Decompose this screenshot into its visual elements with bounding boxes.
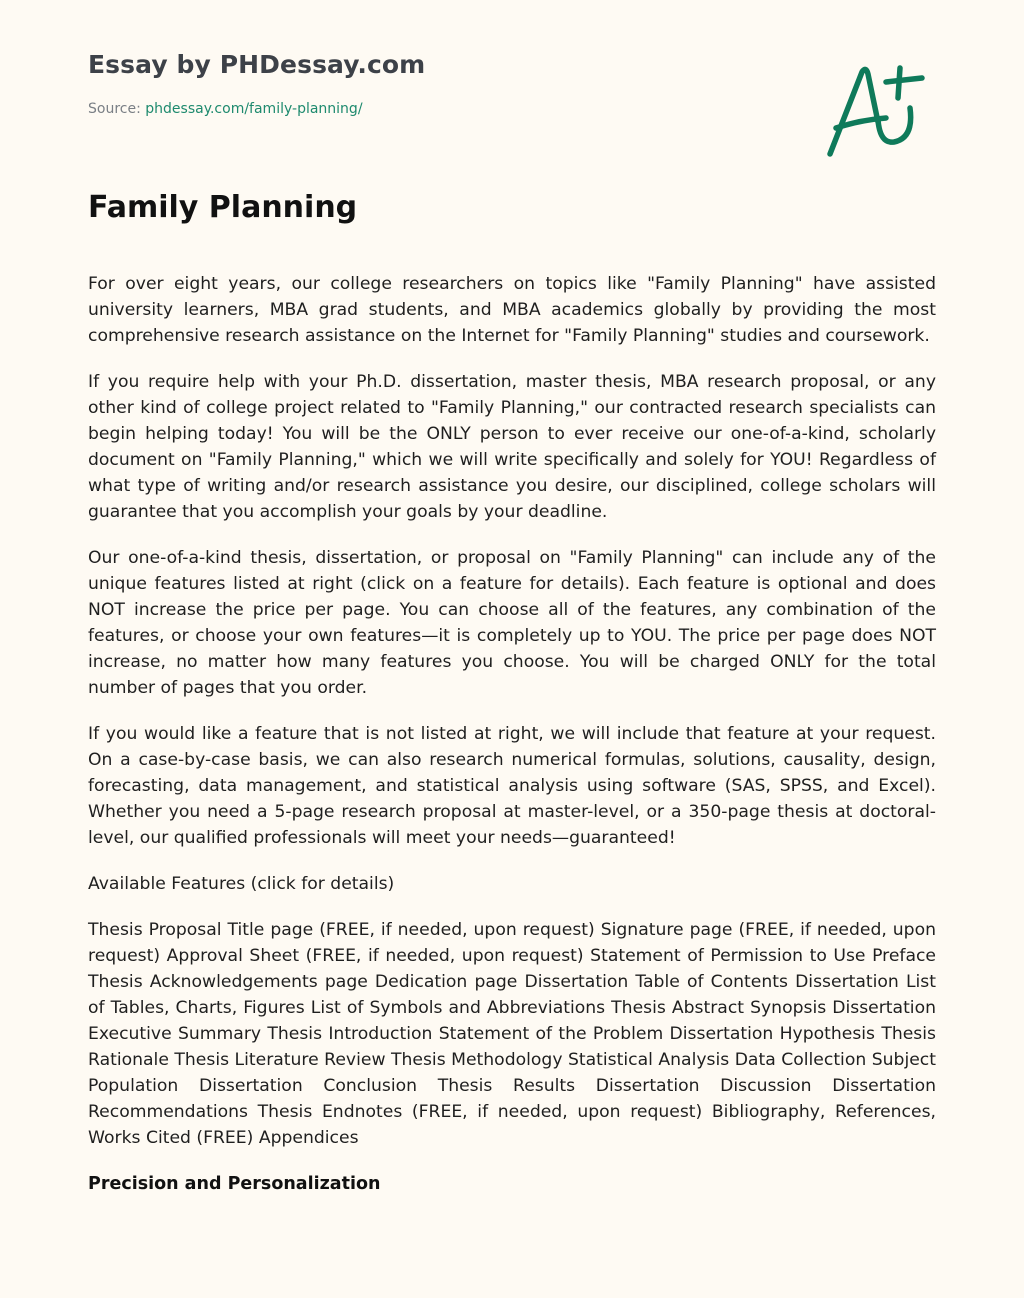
paragraph-custom-request: If you would like a feature that is not listed at right, we will include that feature at your request. On a case-by-case basis, we can also research numerical formulas, solutions, causality, design, forecasting, data management, and statistical analysis using software (SAS, SPSS, and Excel). Whether you need a 5-page research proposal at master-level, or a 350-page thesis at doctoral-level, our qualified professionals will meet your needs—guaranteed!: [88, 724, 936, 848]
page-title: Family Planning: [88, 190, 358, 225]
paragraph-intro: For over eight years, our college researchers on topics like "Family Planning" have assisted university learners, MBA grad students, and MBA academics globally by providing the most comprehensive research assistance on the Internet for "Family Planning" studies and coursework.: [88, 274, 936, 346]
source-line: [88, 101, 363, 117]
source-label: Source:: [88, 101, 146, 117]
source-link[interactable]: phdessay.com/family-planning/: [145, 101, 363, 117]
site-brand: Essay by PHDessay.com: [88, 50, 426, 79]
section-heading: Precision and Personalization: [88, 1174, 381, 1194]
paragraph-help: If you require help with your Ph.D. dissertation, master thesis, MBA research proposal, or any other kind of college project related to "Family Planning," our contracted research specialists can begin helping today! You will be the ONLY person to ever receive our one-of-a-kind, scholarly document on "Family Planning," which we will write specifically and solely for YOU! Regardless of what type of writing and/or research assistance you desire, our disciplined, college scholars will guarantee that you accomplish your goals by your deadline.: [88, 372, 936, 522]
features-heading: Available Features (click for details): [88, 874, 395, 894]
paragraph-features: Our one-of-a-kind thesis, dissertation, or proposal on "Family Planning" can include any of the unique features listed at right (click on a feature for details). Each feature is optional and does NOT increase the price per page. You can choose all of the features, any combination of the features, or choose your own features—it is completely up to YOU. The price per page does NOT increase, no matter how many features you choose. You will be charged ONLY for the total number of pages that you order.: [88, 548, 936, 698]
features-list: Thesis Proposal Title page (FREE, if needed, upon request) Signature page (FREE, if needed, upon request) Approval Sheet (FREE, if needed, upon request) Statement of Permission to Use Preface Thesis Acknowledgements page Dedication page Dissertation Table of Contents Dissertation List of Tables, Charts, Figures List of Symbols and Abbreviations Thesis Abstract Synopsis Dissertation Executive Summary Thesis Introduction Statement of the Problem Dissertation Hypothesis Thesis Rationale Thesis Literature Review Thesis Methodology Statistical Analysis Data Collection Subject Population Dissertation Conclusion Thesis Results Dissertation Discussion Dissertation Recommendations Thesis Endnotes (FREE, if needed, upon request) Bibliography, References, Works Cited (FREE) Appendices: [88, 920, 936, 1148]
a-plus-grade-icon: [826, 62, 930, 162]
essay-body: [88, 271, 936, 1197]
